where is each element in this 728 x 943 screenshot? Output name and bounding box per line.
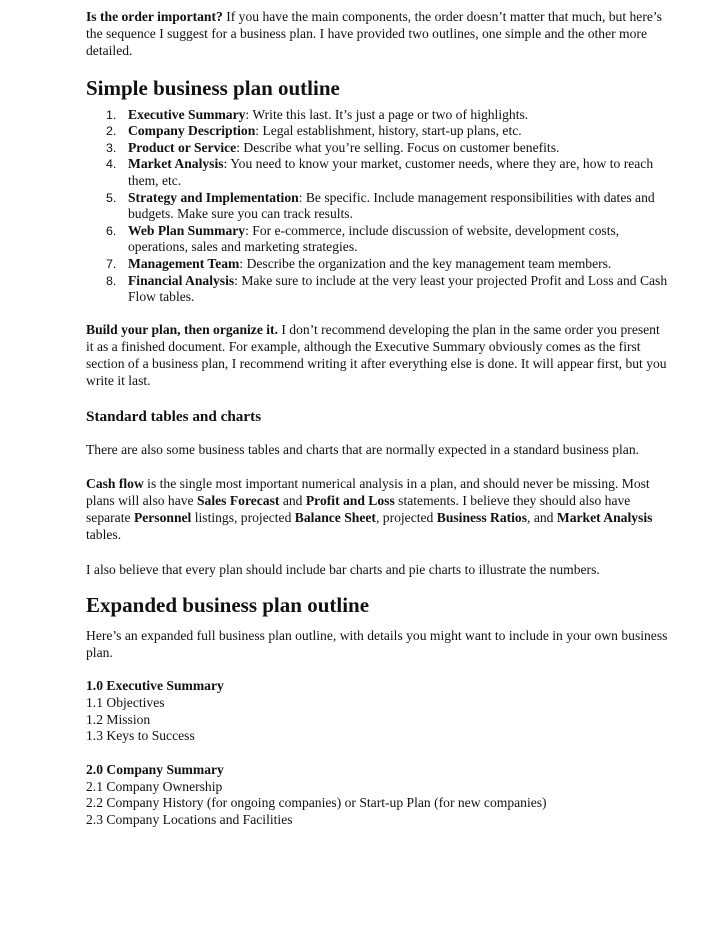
section-item: 1.2 Mission	[86, 711, 151, 727]
section-title: 1.0 Executive Summary	[86, 678, 224, 694]
list-item: 3. Product or Service: Describe what you’re selling. Focus on customer benefits.	[106, 139, 560, 155]
standard-tables-heading: Standard tables and charts	[86, 407, 262, 425]
list-item: 1. Executive Summary: Write this last. It’s just a page or two of highlights.	[106, 106, 529, 122]
charts-paragraph: I also believe that every plan should include bar charts and pie charts to illustrate the numbers.	[86, 561, 600, 577]
build-plan-paragraph	[86, 321, 668, 390]
section-item: 2.2 Company History (for ongoing companies) or Start-up Plan (for new companies)	[86, 795, 547, 811]
build-plan-lead-text: I don’t recommend developing the plan in the same order you present it as a finished document. For example, although the Executive Summary obviously comes as the first section of a business plan, I recommend writing it after everything else is done. It will appear first, but you write it last.	[86, 321, 667, 389]
expanded-outline-intro: Here’s an expanded full business plan outline, with details you might want to include in your own business plan.	[86, 627, 668, 660]
simple-outline-list	[86, 107, 668, 306]
intro-lead-text: If you have the main components, the order doesn’t matter that much, but here’s the sequence I suggest for a business plan. I have provided two outlines, one simple and the other more detailed.	[86, 9, 662, 59]
list-item: 4. Market Analysis: You need to know your market, customer needs, where they are, how to reach them, etc.	[106, 156, 654, 188]
list-item: 6. Web Plan Summary: For e-commerce, include discussion of website, development costs, operations, sales and marketing strategies.	[106, 222, 620, 255]
section-item: 1.3 Keys to Success	[86, 728, 195, 744]
build-plan-lead-bold: Build your plan, then organize it.	[86, 321, 278, 337]
expanded-outline-heading: Expanded business plan outline	[86, 592, 370, 617]
section-title: 2.0 Company Summary	[86, 761, 224, 777]
standard-tables-paragraph: There are also some business tables and charts that are normally expected in a standard business plan.	[86, 441, 640, 457]
section-item: 1.1 Objectives	[86, 694, 165, 710]
outline-section	[86, 678, 668, 745]
list-item: 5. Strategy and Implementation: Be specific. Include management responsibilities with dates and budgets. Make sure you can track results.	[106, 189, 655, 222]
simple-outline-heading: Simple business plan outline	[86, 75, 340, 100]
list-item: 2. Company Description: Legal establishment, history, start-up plans, etc.	[106, 123, 522, 139]
outline-section	[86, 762, 668, 829]
cash-flow-paragraph: Cash flow is the single most important numerical analysis in a plan, and should never be missing. Most plans will also have Sales Forecast and Profit and Loss statements. I believe they should also have separate Personnel listings, projected Balance Sheet, projected Business Ratios, and Market Analysis tables.	[86, 475, 653, 543]
intro-lead-bold: Is the order important?	[86, 9, 223, 24]
section-item: 2.3 Company Locations and Facilities	[86, 812, 293, 828]
intro-paragraph	[86, 8, 668, 60]
section-item: 2.1 Company Ownership	[86, 778, 223, 794]
list-item: 8. Financial Analysis: Make sure to include at the very least your projected Profit and Loss and Cash Flow tables.	[106, 272, 668, 305]
list-item: 7. Management Team: Describe the organization and the key management team members.	[106, 255, 612, 271]
